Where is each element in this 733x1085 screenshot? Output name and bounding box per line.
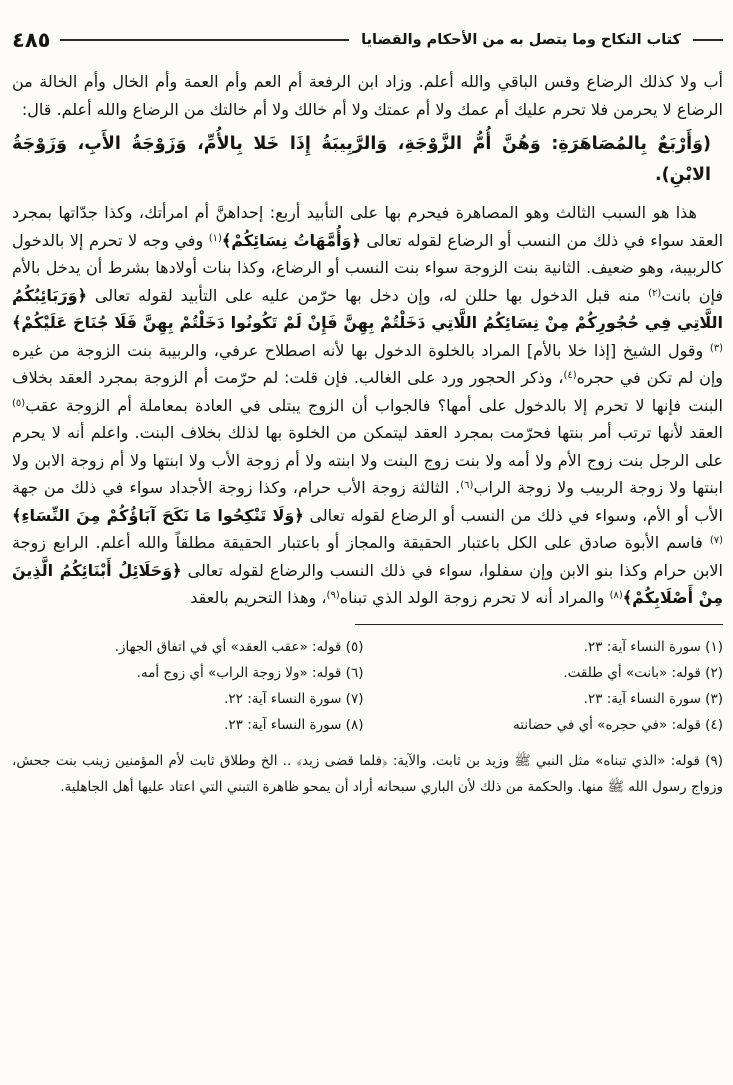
footnote-ref: (٧) bbox=[709, 535, 723, 546]
body-text: منه قبل الدخول بها حللن له، وإن دخل بها حرّمن عليه على التأبيد لقوله تعالى bbox=[86, 285, 649, 305]
commentary-paragraph bbox=[12, 199, 723, 612]
body-text: أب ولا كذلك الرضاع وقس الباقي والله أعلم. وزاد ابن الرفعة أم العم وأم العمة وأم الخال وأم الخالة من الرضاع لا يحرمن فلا تحرم عليك أم عمك ولا أم عمتك ولا أم خالك ولا أم خالتك من الرضاع والله أعلم. قال: bbox=[12, 72, 723, 119]
footnote-ref: (٣) bbox=[709, 342, 723, 354]
footnote-item: (٧) سورة النساء آية: ٢٢. bbox=[224, 690, 364, 707]
page-header bbox=[12, 28, 723, 52]
footnote-separator-rule bbox=[355, 624, 723, 625]
footnote-9: (٩) قوله: «الذي تبناه» مثل النبي ﷺ وزيد بن ثابت. والآية: ﴿فلما قضى زيد﴾ .. الخ وطلاق ثابت لأم المؤمنين زينب بنت جحش، وزواج رسول الله ﷺ منها. والحكمة من ذلك لأن الباري سبحانه أراد أن يمحو ظاهرة التبني التي اعتاد عليها أهل الجاهلية. bbox=[12, 752, 723, 795]
page-number: ٤٨٥ bbox=[12, 28, 51, 52]
quran-verse: ﴿وَحَلَائِلُ أَبْنَائِكُمُ الَّذِينَ مِنْ أَصْلَابِكُمْ﴾ bbox=[12, 560, 723, 607]
footnote-item: (٨) سورة النساء آية: ٢٣. bbox=[224, 716, 364, 733]
body-text: العقد لأنها ترتب أمر بنتها فحرّمت بمجرد العقد ليتمكن من الخلوة بها لذلك بخلاف البنت. واعلم أنه لا يحرم على الرجل بنت زوج الأم ولا أمه ولا بنت زوج البنت ولا ابنته ولا أم زوجة الأب ولا ابنتها ولا أم زوجة الابن ولا ابنتها ولا زوجة الربيب ولا زوجة الراب bbox=[12, 423, 723, 497]
header-rule-right bbox=[693, 39, 723, 41]
chapter-title: كتاب النكاح وما يتصل به من الأحكام والقضايا bbox=[361, 32, 681, 48]
footnote-column-left bbox=[12, 634, 364, 738]
body-text: فاسم الأبوة صادق على الكل باعتبار الحقيقة والمجاز أو باعتبار الحقيقة مطلقاً والله أعلم. الرابع زوجة الابن حرام وكذا بنو الابن وإن سفلوا، سواء في ذلك النسب والرضاع لقوله تعالى bbox=[12, 533, 724, 580]
footnote-item: (٣) سورة النساء آية: ٢٣. bbox=[583, 690, 723, 707]
footnote-item: (٥) قوله: «عقب العقد» أي في اتفاق الجهاز. bbox=[114, 638, 364, 655]
body-text: (وَأَرْبَعٌ بِالمُصَاهَرَةِ: وَهُنَّ أُمُّ الزَّوْجَةِ، وَالرَّبِيبَةُ إِذَا خَلا بِالأُمِّ، وَزَوْجَةُ الأَبِ، وَزَوْجَةُ الابْنِ). bbox=[12, 134, 711, 185]
footnote-ref: (٨) bbox=[609, 590, 623, 601]
footnote-ref: (٦) bbox=[460, 480, 474, 491]
footnote-ref: (٢) bbox=[648, 287, 662, 299]
body-text: وقول الشيخ [إذا خلا بالأم] المراد بالخلوة الدخول بها لأنه اصطلاح عرفي، والربيبة بنت الزوجة من غيره وإن لم تكن في حجره bbox=[12, 340, 724, 387]
quran-verse: ﴿وَرَبَائِبُكُمُ اللَّاتِي فِي حُجُورِكُمْ مِنْ نِسَائِكُمُ اللَّاتِي دَخَلْتُمْ بِهِنَّ فَإِنْ لَمْ تَكُونُوا دَخَلْتُمْ بِهِنَّ فَلَا جُنَاحَ عَلَيْكُمْ﴾ bbox=[12, 285, 723, 332]
header-rule-left bbox=[60, 39, 349, 41]
page-body bbox=[12, 68, 723, 612]
footnotes-section bbox=[12, 624, 723, 800]
body-text: والمراد أنه لا تحرم زوجة الولد الذي تبناه bbox=[339, 588, 610, 607]
body-text: وفي وجه لا تحرم إلا بالدخول كالربيبة، وهو ضعيف. الثانية بنت الزوجة سواء بنت النسب أو الرضاع، وكذا بنات أولادها بشرط أن يدخل بالأم فإن بانت bbox=[12, 230, 724, 305]
footnote-item: (٢) قوله: «بانت» أي طلقت. bbox=[563, 664, 723, 681]
footnote-column-right bbox=[372, 634, 724, 738]
footnote-item: (٤) قوله: «في حجره» أي في حضانته bbox=[513, 716, 723, 733]
quran-verse: ﴿وَأُمَّهَاتُ نِسَائِكُمْ﴾ bbox=[221, 230, 361, 250]
footnote-ref: (٥) bbox=[12, 397, 26, 409]
body-text: ، وهذا التحريم بالعقد bbox=[190, 588, 327, 607]
footnote-ref: (٤) bbox=[563, 370, 577, 381]
matn-paragraph bbox=[12, 129, 711, 191]
footnote-item: (١) سورة النساء آية: ٢٣. bbox=[583, 638, 723, 655]
footnote-ref: (٩) bbox=[326, 590, 340, 601]
footnote-item: (٦) قوله: «ولا زوجة الراب» أي زوج أمه. bbox=[136, 664, 364, 681]
body-text: . الثالثة زوجة الأب حرام، وكذا زوجة الأجداد سواء في ذلك من جهة الأب أو الأم، وسواء في ذلك من النسب أو الرضاع لقوله تعالى bbox=[12, 478, 724, 525]
body-text: ، وذكر الحجور ورد على الغالب. فإن قلت: لم حرّمت أم الزوجة بمجرد العقد بخلاف البنت فإنها لا تحرم إلا بالدخول على أمها؟ فالجواب أن الزوج يبتلى في العادة بمعاملة أم الزوجة عقب bbox=[12, 368, 723, 415]
footnote-columns bbox=[12, 634, 723, 738]
continuation-paragraph bbox=[12, 68, 723, 123]
body-text: هذا هو السبب الثالث وهو المصاهرة فيحرم بها على التأبيد أربع: إحداهنَّ أم امرأتك، وكذا جدّاتها بمجرد العقد سواء في ذلك من النسب أو الرضاع لقوله تعالى bbox=[12, 203, 724, 250]
footnote-ref: (١) bbox=[208, 232, 222, 244]
quran-verse: ﴿وَلَا تَنْكِحُوا مَا نَكَحَ آبَاؤُكُمْ مِنَ النِّسَاءِ﴾ bbox=[12, 505, 304, 525]
